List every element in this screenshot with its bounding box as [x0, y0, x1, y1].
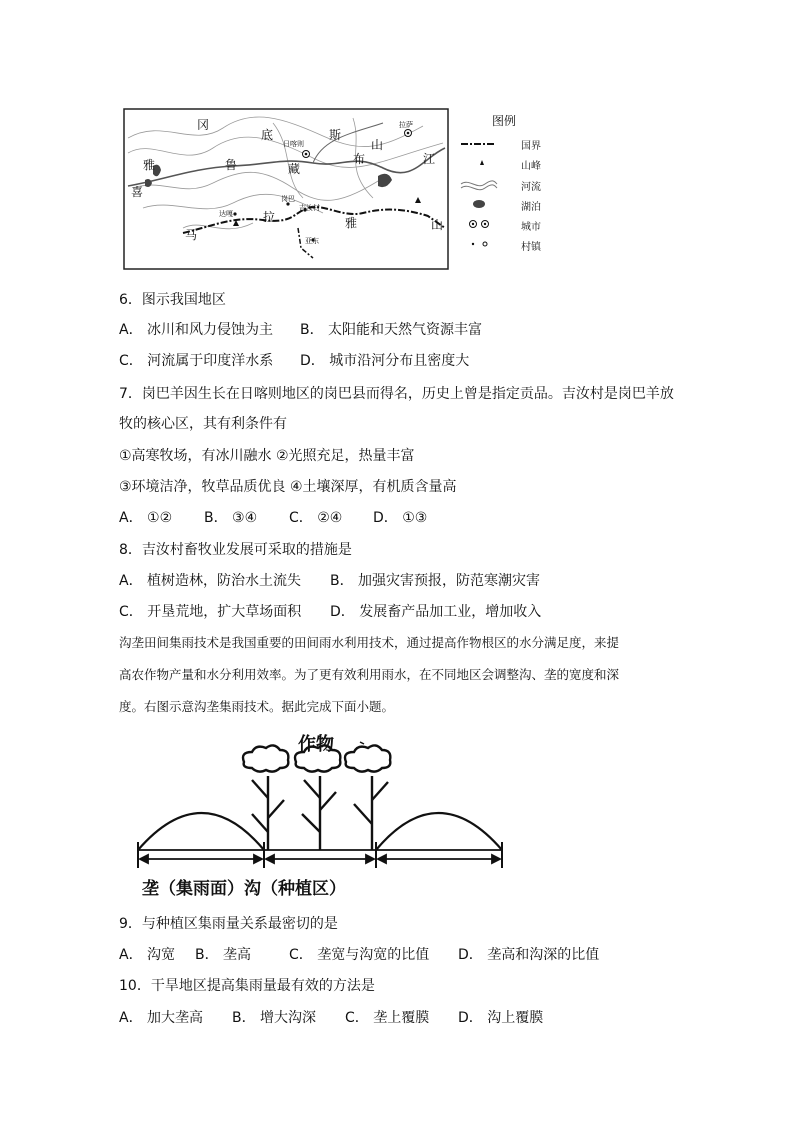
passage-line: 沟垄田间集雨技术是我国重要的田间雨水利用技术，通过提高作物根区的水分满足度，来提 [119, 635, 620, 650]
map-label: 山 [431, 218, 444, 232]
q9-option-a: A． 沟宽 [119, 947, 176, 963]
legend-symbols [459, 132, 509, 257]
q6-option-c: C． 河流属于印度洋水系 [119, 353, 274, 369]
map-label: 山 [371, 138, 384, 152]
map-legend [459, 112, 559, 257]
q9-option-d: D． 垄高和沟深的比值 [458, 947, 600, 963]
place-label: 吉汝村 [299, 204, 320, 212]
diagram-bottom-label: 垄（集雨面）沟（种植区） [142, 879, 346, 899]
question-10-stem: 10．干旱地区提高集雨量最有效的方法是 [119, 978, 375, 994]
question-7-stem-cont: 牧的核心区，其有利条件有 [119, 416, 287, 432]
q7-option-c: C． ②④ [289, 510, 343, 526]
place-label: 达嘎 [219, 210, 233, 218]
passage-line: 度。右图示意沟垄集雨技术。据此完成下面小题。 [119, 699, 395, 714]
map-figure [123, 108, 449, 270]
q7-option-d: D． ①③ [373, 510, 428, 526]
map-label: 布 [353, 152, 366, 166]
q7-condition-row2: ③环境洁净，牧草品质优良 ④土壤深厚，有机质含量高 [119, 479, 457, 495]
place-label: 拉萨 [399, 121, 413, 129]
q7-option-a: A． ①② [119, 510, 173, 526]
q8-option-a: A． 植树造林，防治水土流失 [119, 573, 302, 589]
map-label: 冈 [197, 118, 210, 132]
ridge-furrow-diagram [132, 728, 508, 900]
q7-option-b: B． ③④ [204, 510, 258, 526]
q8-option-d: D． 发展畜产品加工业，增加收入 [330, 604, 542, 620]
place-label: 日喀则 [283, 140, 304, 148]
legend-label: 山峰 [521, 161, 541, 172]
q6-option-a: A． 冰川和风力侵蚀为主 [119, 322, 274, 338]
q8-option-c: C． 开垦荒地，扩大草场面积 [119, 604, 302, 620]
q9-option-c: C． 垄宽与沟宽的比值 [289, 947, 430, 963]
map-label: 藏 [288, 162, 301, 176]
q10-option-c: C． 垄上覆膜 [345, 1010, 430, 1026]
map-label: 底 [261, 128, 274, 142]
legend-label: 河流 [521, 182, 541, 193]
place-label: 亚东 [305, 237, 319, 245]
question-6-stem: 6．图示我国地区 [119, 292, 226, 308]
map-label: 马 [185, 228, 198, 242]
place-label: 岗巴 [281, 195, 295, 203]
map-label: 拉 [263, 210, 276, 224]
q10-option-b: B． 增大沟深 [232, 1010, 317, 1026]
legend-label: 村镇 [521, 242, 541, 253]
q10-option-d: D． 沟上覆膜 [458, 1010, 544, 1026]
map-label: 斯 [329, 128, 342, 142]
q6-option-b: B． 太阳能和天然气资源丰富 [300, 322, 483, 338]
q10-option-a: A． 加大垄高 [119, 1010, 204, 1026]
question-7-stem: 7．岗巴羊因生长在日喀则地区的岗巴县而得名，历史上曾是指定贡品。吉汝村是岗巴羊放 [119, 386, 674, 402]
map-label: 雅 [143, 158, 156, 172]
map-label: 喜 [131, 185, 144, 199]
passage-line: 高农作物产量和水分利用效率。为了更有效利用雨水，在不同地区会调整沟、垄的宽度和深 [119, 667, 620, 682]
q6-option-d: D． 城市沿河分布且密度大 [300, 353, 470, 369]
q7-condition-row1: ①高寒牧场，有冰川融水 ②光照充足，热量丰富 [119, 448, 415, 464]
legend-label: 城市 [521, 222, 541, 233]
q8-option-b: B． 加强灾害预报，防范寒潮灾害 [330, 573, 541, 589]
question-8-stem: 8．吉汝村畜牧业发展可采取的措施是 [119, 542, 352, 558]
map-svg [123, 108, 449, 270]
map-label: 鲁 [225, 158, 238, 172]
q9-option-b: B． 垄高 [195, 947, 252, 963]
map-label: 雅 [345, 216, 358, 230]
legend-label: 国界 [521, 141, 541, 152]
question-9-stem: 9．与种植区集雨量关系最密切的是 [119, 916, 338, 932]
map-label: 江 [423, 152, 436, 166]
legend-label: 湖泊 [521, 202, 541, 213]
diagram-title: 作物 [298, 734, 334, 755]
legend-title: 图例 [492, 114, 517, 128]
